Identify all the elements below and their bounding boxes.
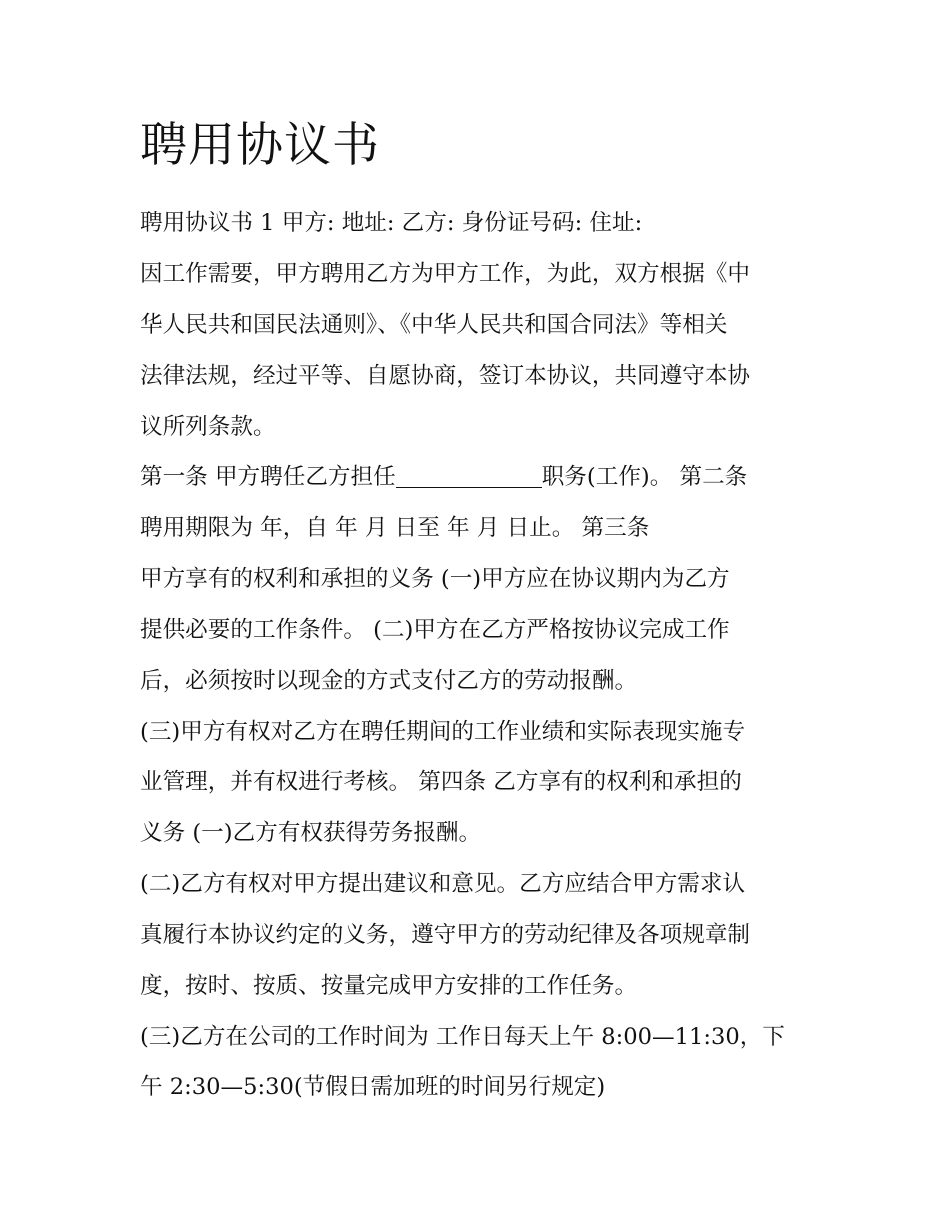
paragraph-line: 法律法规，经过平等、自愿协商，签订本协议，共同遵守本协 (140, 363, 751, 389)
paragraph-line: 华人民共和国民法通则》、《中华人民共和国合同法》等相关 (140, 312, 728, 338)
document-title: 聘用协议书 (140, 118, 380, 173)
paragraph-line: 度，按时、按质、按量完成甲方安排的工作任务。 (140, 973, 638, 999)
article-one-text: 第一条 甲方聘任乙方担任 (140, 464, 396, 490)
paragraph-line: 议所列条款。 (140, 414, 276, 440)
paragraph-line: 后，必须按时以现金的方式支付乙方的劳动报酬。 (140, 668, 638, 694)
paragraph-line: 聘用期限为 年，自 年 月 日至 年 月 日止。 第三条 (140, 515, 650, 541)
paragraph-line: (三)甲方有权对乙方在聘任期间的工作业绩和实际表现实施专 (140, 719, 746, 745)
article-one-suffix: 职务(工作)。 第二条 (541, 464, 748, 490)
paragraph-line: 午 2:30—5:30(节假日需加班的时间另行规定) (140, 1074, 606, 1100)
paragraph-line: 提供必要的工作条件。 (二)甲方在乙方严格按协议完成工作 (140, 617, 730, 643)
article-one-line (140, 462, 747, 492)
paragraph-line: 义务 (一)乙方有权获得劳务报酬。 (140, 820, 482, 846)
paragraph-line: (三)乙方在公司的工作时间为 工作日每天上午 8:00—11:30，下 (140, 1024, 785, 1050)
paragraph-line: 业管理，并有权进行考核。 第四条 乙方享有的权利和承担的 (140, 769, 742, 795)
paragraph-line: 真履行本协议约定的义务，遵守甲方的劳动纪律及各项规章制 (140, 922, 751, 948)
paragraph-line: 聘用协议书 1 甲方: 地址: 乙方: 身份证号码: 住址: (140, 210, 643, 236)
position-blank (396, 465, 542, 488)
paragraph-line: 因工作需要，甲方聘用乙方为甲方工作，为此，双方根据《中 (140, 261, 751, 287)
paragraph-line: (二)乙方有权对甲方提出建议和意见。乙方应结合甲方需求认 (140, 871, 746, 897)
paragraph-line: 甲方享有的权利和承担的义务 (一)甲方应在协议期内为乙方 (140, 566, 730, 592)
